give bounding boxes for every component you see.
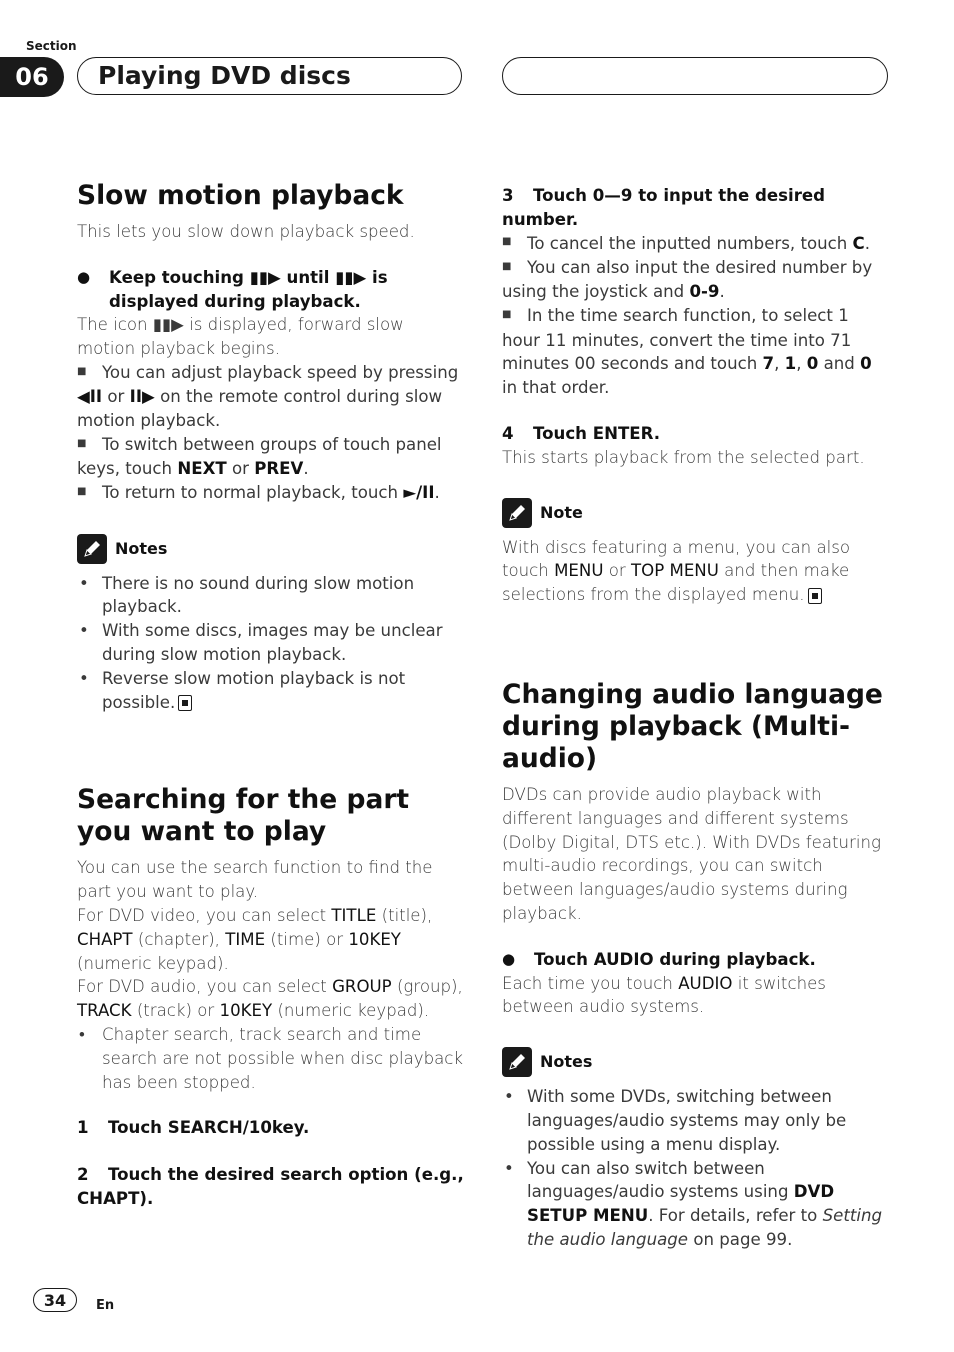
title-key: TITLE [331, 905, 377, 925]
tenkey-key: 10KEY [348, 929, 401, 949]
step-text-c: is displayed during playback. [109, 267, 388, 311]
chapt-key: CHAPT [77, 929, 133, 949]
slow-motion-heading: Slow motion playback [77, 180, 404, 211]
right-column [502, 184, 890, 1252]
top-menu-key: TOP MENU [631, 561, 719, 581]
square-bullet-icon: ■ [502, 236, 512, 248]
step-text-a: Keep touching [109, 267, 244, 287]
square-bullet-icon: ■ [502, 260, 512, 272]
search-dvd-video: For DVD video, you can select TITLE (title), CHAPT (chapter), TIME (time) or 10KEY (numeric keypad). [77, 905, 433, 973]
note-item: • With some DVDs, switching between languages/audio systems may only be possible using a menu display. [502, 1085, 890, 1156]
audio-intro: DVDs can provide audio playback with different languages and different systems (Dolby Digital, DTS etc.). With DVDs featuring multi-audio recordings, you can switch between languages/audio systems during playback. [502, 784, 881, 923]
audio-key: AUDIO [678, 973, 733, 993]
note-item: • With some discs, images may be unclear during slow motion playback. [77, 619, 465, 667]
audio-desc: Each time you touch AUDIO it switches between audio systems. [502, 973, 826, 1017]
square-bullet-icon: ■ [77, 365, 87, 377]
next-key: NEXT [177, 459, 227, 479]
slow-forward-icon: ▮▮▶ [335, 267, 367, 287]
audio-step: ● Touch AUDIO during playback. [502, 948, 890, 972]
note-header: Note [502, 498, 890, 528]
search-step-4: 4 Touch ENTER. [502, 423, 661, 443]
cross-reference: Setting the audio language [527, 1206, 882, 1249]
desc-b: is displayed, forward slow motion playback begins. [77, 315, 404, 359]
slow-motion-intro: This lets you slow down playback speed. [77, 222, 415, 241]
bullet-speed: ■ You can adjust playback speed by pressing ◀II or II▶ on the remote control during slow motion playback. [77, 361, 465, 433]
menu-note: With discs featuring a menu, you can also touch MENU or TOP MENU and then make selections from the displayed menu. [502, 537, 851, 605]
dvd-setup-menu-key: DVD SETUP MENU [527, 1182, 835, 1226]
group-key: GROUP [332, 977, 392, 997]
section-label: Section [26, 39, 77, 53]
end-mark-icon [808, 588, 822, 604]
search-step-3: 3 Touch 0—9 to input the desired number. [502, 186, 826, 229]
note-item: • There is no sound during slow motion playback. [77, 572, 465, 620]
bullet-normal-playback: ■ To return to normal playback, touch ►/II. [77, 481, 465, 505]
bullet-cancel: ■ To cancel the inputted numbers, touch C. [502, 232, 890, 256]
desc-a: The icon [77, 315, 148, 335]
language-label: En [96, 1298, 115, 1313]
chapter-title: Playing DVD discs [77, 57, 462, 95]
search-step-2: 2 Touch the desired search option (e.g., CHAPT). [77, 1165, 464, 1208]
search-intro: You can use the search function to find the part you want to play. [77, 858, 433, 902]
notes-header: Notes [77, 534, 465, 564]
step-4-desc: This starts playback from the selected part. [502, 447, 865, 467]
slow-motion-step [77, 266, 465, 314]
slow-forward-icon: ▮▮▶ [152, 315, 184, 335]
time-key: TIME [225, 929, 266, 949]
pencil-note-icon [502, 1047, 532, 1077]
note-item: • You can also switch between languages/audio systems using DVD SETUP MENU. For details, refer to Setting the audio language on page 99. [502, 1157, 890, 1252]
note-item: • Reverse slow motion playback is not possible. [77, 667, 465, 715]
bullet-switch-keys: ■ To switch between groups of touch panel keys, touch NEXT or PREV. [77, 433, 465, 481]
pencil-note-icon [502, 498, 532, 528]
menu-key: MENU [554, 561, 604, 581]
square-bullet-icon: ■ [502, 308, 512, 320]
digits-key: 0-9 [689, 282, 720, 302]
slow-motion-desc [77, 313, 465, 361]
slow-forward-icon: ▮▮▶ [249, 267, 281, 287]
search-heading: Searching for the part you want to play [77, 784, 410, 848]
end-mark-icon [178, 695, 192, 711]
step-forward-icon: II▶ [129, 387, 155, 407]
tenkey-key: 10KEY [219, 1001, 273, 1021]
search-dvd-audio: For DVD audio, you can select GROUP (group), TRACK (track) or 10KEY (numeric keypad). [77, 977, 463, 1021]
bullet-joystick: ■ You can also input the desired number by using the joystick and 0-9. [502, 256, 890, 304]
notes-header: Notes [502, 1047, 890, 1077]
track-key: TRACK [77, 1001, 132, 1021]
bullet-time-search: ■ In the time search function, to select 1 hour 11 minutes, convert the time into 71 minutes 00 seconds and touch 7, 1, 0 and 0 in that order. [502, 304, 890, 400]
page-number: 34 [33, 1288, 77, 1312]
square-bullet-icon: ■ [77, 485, 87, 497]
step-text-b: until [286, 267, 330, 287]
play-pause-key: ►/II [403, 483, 435, 503]
search-step-1: 1 Touch SEARCH/10key. [77, 1118, 310, 1138]
header-empty-pill [502, 57, 888, 95]
c-key: C [852, 233, 865, 253]
pencil-note-icon [77, 534, 107, 564]
audio-heading: Changing audio language during playback (Multi-audio) [502, 678, 883, 774]
section-number: 06 [0, 57, 64, 97]
search-bullet: • Chapter search, track search and time search are not possible when disc playback has been stopped. [77, 1023, 465, 1094]
prev-key: PREV [254, 459, 304, 479]
square-bullet-icon: ■ [77, 437, 87, 449]
left-column [77, 180, 465, 1211]
step-back-icon: ◀II [77, 387, 103, 407]
